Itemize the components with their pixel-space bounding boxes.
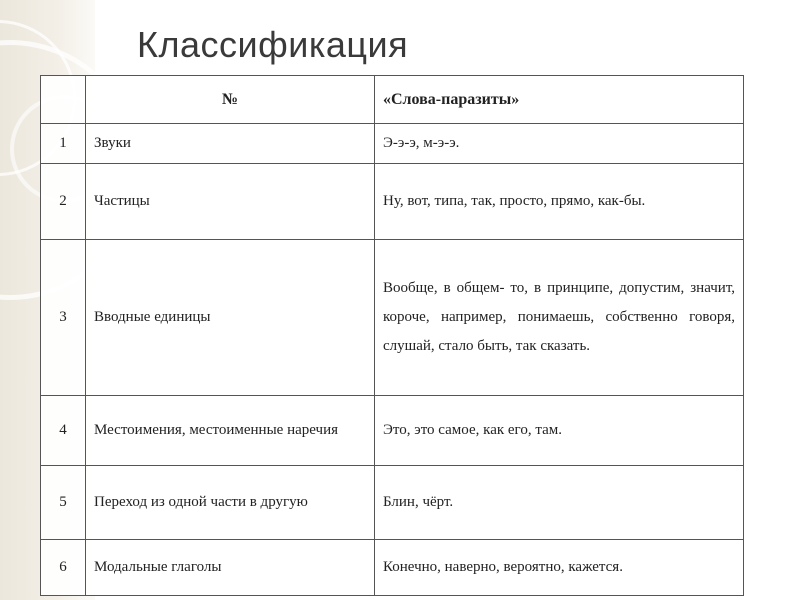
classification-table — [40, 75, 744, 596]
header-filler-words: «Слова-паразиты» — [375, 76, 744, 124]
row-number: 6 — [41, 540, 86, 596]
table-row — [41, 396, 744, 466]
row-number: 2 — [41, 164, 86, 240]
table-header-row — [41, 76, 744, 124]
table-row — [41, 124, 744, 164]
row-category: Переход из одной части в другую — [86, 466, 375, 540]
row-examples: Вообще, в общем- то, в принципе, допустим, значит, короче, например, понимаешь, собственно говоря, слушай, стало быть, так сказать. — [375, 240, 744, 396]
row-number: 4 — [41, 396, 86, 466]
row-examples: Блин, чёрт. — [375, 466, 744, 540]
table-row — [41, 540, 744, 596]
row-number: 1 — [41, 124, 86, 164]
row-category: Частицы — [86, 164, 375, 240]
table-row — [41, 240, 744, 396]
table-row — [41, 466, 744, 540]
row-category: Местоимения, местоименные наречия — [86, 396, 375, 466]
row-number: 5 — [41, 466, 86, 540]
header-number: № — [86, 76, 375, 124]
row-examples: Это, это самое, как его, там. — [375, 396, 744, 466]
row-examples: Конечно, наверно, вероятно, кажется. — [375, 540, 744, 596]
table-row — [41, 164, 744, 240]
row-examples: Ну, вот, типа, так, просто, прямо, как-бы. — [375, 164, 744, 240]
row-examples: Э-э-э, м-э-э. — [375, 124, 744, 164]
row-number: 3 — [41, 240, 86, 396]
row-category: Звуки — [86, 124, 375, 164]
row-category: Модальные глаголы — [86, 540, 375, 596]
header-index — [41, 76, 86, 124]
slide-title: Классификация — [137, 24, 409, 65]
row-category: Вводные единицы — [86, 240, 375, 396]
